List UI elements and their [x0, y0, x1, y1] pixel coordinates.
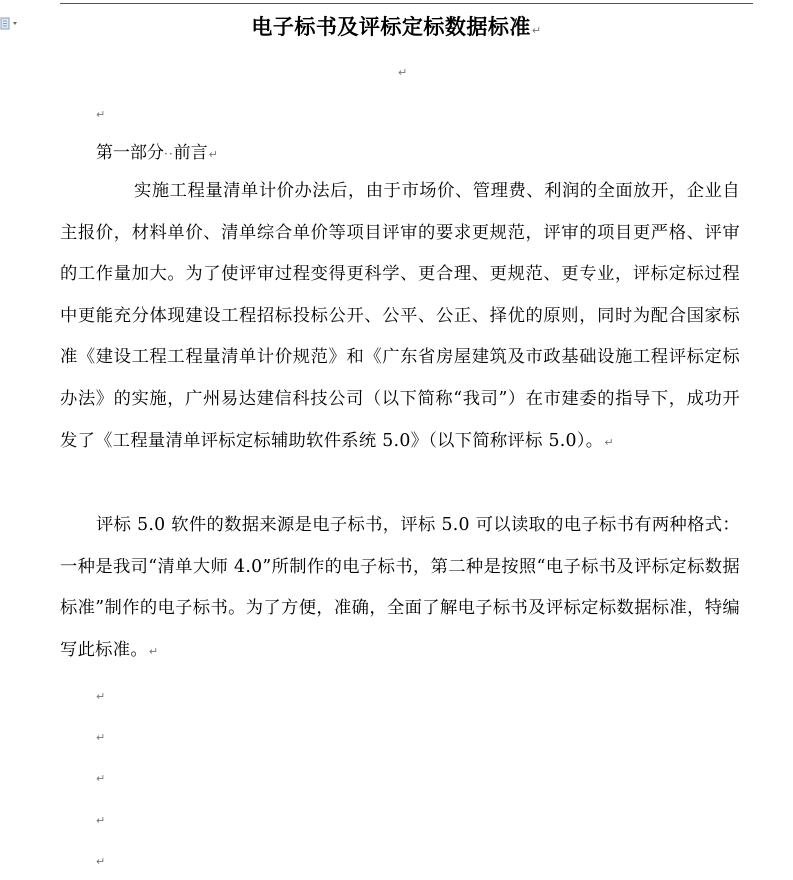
section-name-label: 前言 [173, 143, 208, 163]
paragraph-text: 实施工程量清单计价办法后，由于市场价、管理费、利润的全面放开，企业自主报价，材料单价、清单综合单价等项目评审的要求更规范，评审的项目更严格、评审的工作量加大。为了使评审过程变得更科学、更合理、更规范、更专业，评标定标过程中更能充分体现建设工程招标投标公开、公平、公正、择优的原则，同时为配合国家标准《建设工程工程量清单计价规范》和《广东省房屋建筑及市政基础设施工程评标定标办法》的实施，广州易达建信科技公司（以下简称“我司”）在市建委的指导下，成功开发了《工程量清单评标定标辅助软件系统 5.0》（以下简称评标 5.0）。 [60, 181, 740, 451]
empty-paragraph-mark-icon: ↵ [96, 731, 106, 744]
document-title-text: 电子标书及评标定标数据标准 [251, 15, 531, 39]
section-heading [96, 140, 218, 168]
body-paragraph [60, 171, 740, 463]
paragraph-mark-icon: ↵ [531, 24, 542, 37]
document-title [0, 12, 793, 46]
empty-paragraph-mark-icon: ↵ [96, 772, 106, 785]
paragraph-mark-icon: ↵ [604, 435, 614, 449]
empty-paragraph-mark-icon: ↵ [96, 855, 106, 868]
header-rule [60, 3, 753, 4]
paragraph-mark-icon: ↵ [148, 644, 159, 658]
empty-paragraph-mark-icon: ↵ [398, 66, 408, 79]
paragraph-mark-icon: ↵ [208, 148, 218, 161]
empty-paragraph-mark-icon: ↵ [96, 814, 106, 827]
body-paragraph [60, 505, 740, 672]
section-separator-dots: ·· [164, 147, 174, 161]
section-part-label: 第一部分 [96, 143, 164, 163]
empty-paragraph-mark-icon: ↵ [96, 690, 106, 703]
empty-paragraph-mark-icon: ↵ [96, 108, 106, 121]
paragraph-text: 评标 5.0 软件的数据来源是电子标书，评标 5.0 可以读取的电子标书有两种格式：一种是我司“清单大师 4.0”所制作的电子标书，第二种是按照“电子标书及评标定标数据标准”制作的电子标书。为了方便，准确，全面了解电子标书及评标定标数据标准，特编写此标准。 [60, 515, 740, 660]
